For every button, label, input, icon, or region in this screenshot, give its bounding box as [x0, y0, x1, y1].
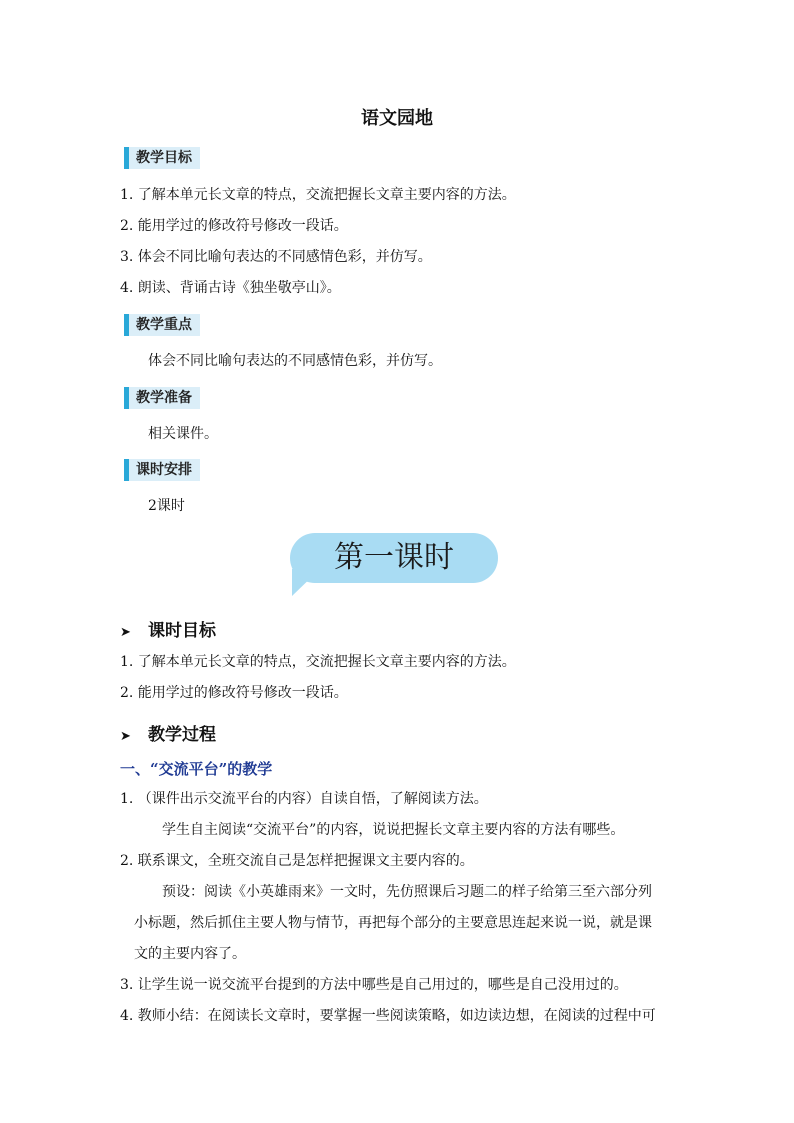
step-1: 1. （课件出示交流平台的内容）自读自悟，了解阅读方法。 [120, 791, 488, 807]
step-2: 2. 联系课文，全班交流自己是怎样把握课文主要内容的。 [120, 853, 474, 869]
goal-item: 3. 体会不同比喻句表达的不同感情色彩，并仿写。 [120, 249, 432, 265]
section-tag-focus: 教学重点 [124, 314, 200, 336]
step-4: 4. 教师小结：在阅读长文章时，要掌握一些阅读策略，如边读边想，在阅读的过程中可 [120, 1008, 656, 1024]
section-tag-goals: 教学目标 [124, 147, 200, 169]
lesson-goal-item: 1. 了解本单元长文章的特点，交流把握长文章主要内容的方法。 [120, 654, 516, 670]
lesson-goals-heading-label: 课时目标 [148, 621, 216, 641]
lesson-goal-item: 2. 能用学过的修改符号修改一段话。 [120, 685, 348, 701]
step-2-detail: 小标题，然后抓住主要人物与情节，再把每个部分的主要意思连起来说一说，就是课 [134, 915, 652, 931]
goal-item: 4. 朗读、背诵古诗《独坐敬亭山》。 [120, 280, 341, 296]
focus-text: 体会不同比喻句表达的不同感情色彩，并仿写。 [148, 353, 442, 369]
process-heading [120, 720, 216, 745]
chevron-right-icon: ➤ [120, 729, 131, 744]
section-tag-prep: 教学准备 [124, 387, 200, 409]
step-3: 3. 让学生说一说交流平台提到的方法中哪些是自己用过的，哪些是自己没用过的。 [120, 977, 628, 993]
lesson-bubble-label: 第一课时 [290, 533, 498, 583]
page-title: 语文园地 [361, 108, 433, 129]
part1-heading: 一、“交流平台”的教学 [120, 760, 273, 778]
prep-text: 相关课件。 [148, 426, 218, 442]
goal-item: 2. 能用学过的修改符号修改一段话。 [120, 218, 348, 234]
chevron-right-icon: ➤ [120, 625, 131, 640]
goal-item: 1. 了解本单元长文章的特点，交流把握长文章主要内容的方法。 [120, 187, 516, 203]
process-heading-label: 教学过程 [148, 725, 216, 745]
schedule-text: 2课时 [148, 498, 185, 514]
step-2-detail: 预设：阅读《小英雄雨来》一文时，先仿照课后习题二的样子给第三至六部分列 [162, 884, 652, 900]
step-1-detail: 学生自主阅读“交流平台”的内容，说说把握长文章主要内容的方法有哪些。 [162, 822, 625, 838]
lesson-bubble [290, 533, 500, 597]
step-2-detail: 文的主要内容了。 [134, 946, 246, 962]
lesson-goals-heading [120, 616, 216, 641]
section-tag-schedule: 课时安排 [124, 459, 200, 481]
